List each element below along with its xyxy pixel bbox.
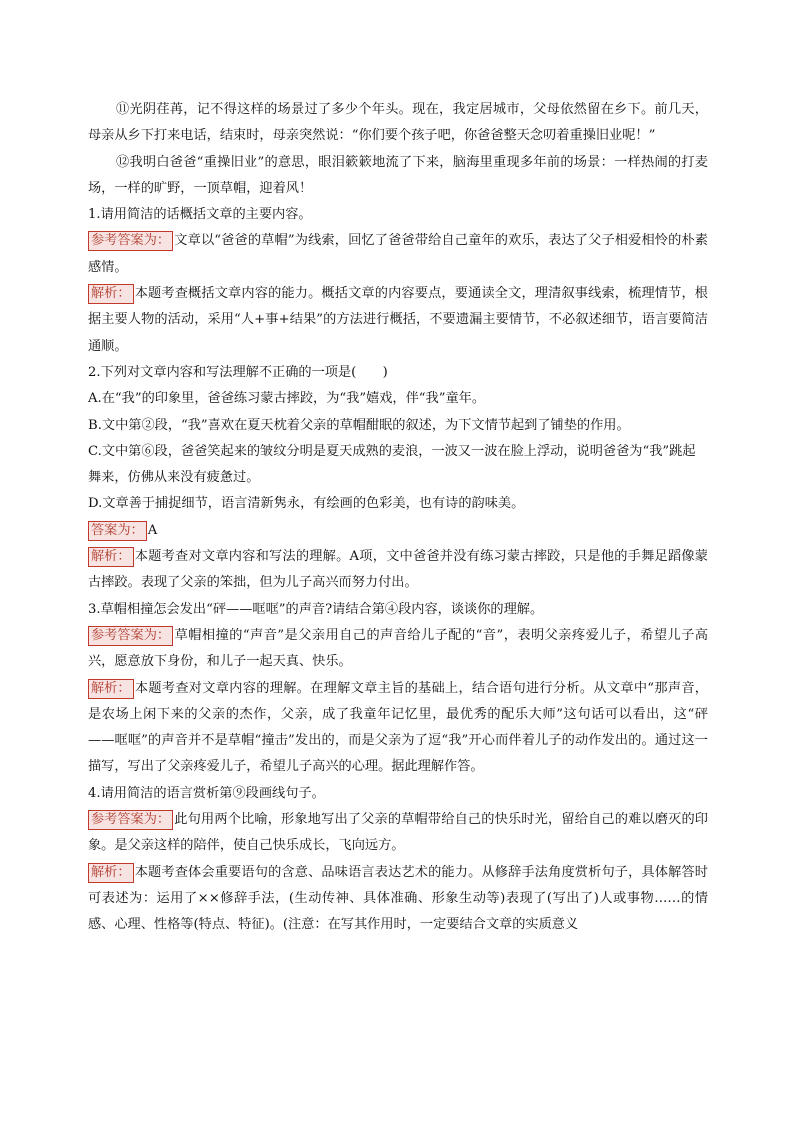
question-3: 3.草帽相撞怎会发出“砰——哐哐”的声音?请结合第④段内容，谈谈你的理解。 [88,601,544,617]
analysis-label: 解析： [88,679,134,699]
question-2: 2.下列对文章内容和写法理解不正确的一项是( ) [88,364,388,380]
answer-label: 答案为： [88,521,147,541]
q4-analysis [88,860,708,939]
q1-analysis-text: 本题考查概括文章内容的能力。概括文章的内容要点，要通读全文，理清叙事线索，梳理情节，根据主要人物的活动，采用“人+事+结果”的方法进行概括，不要遗漏主要情节，不必叙述细节，语言要简洁通顺。 [88,286,708,354]
question-4: 4.请用简洁的语言赏析第⑨段画线句子。 [88,785,325,801]
q2-analysis-text: 本题考查对文章内容和写法的理解。A项，文中爸爸并没有练习蒙古摔跤，只是他的手舞足蹈像蒙古摔跤。表现了父亲的笨拙，但为儿子高兴而努力付出。 [88,549,708,591]
q2-answer-text: A [147,522,158,538]
paragraph-11: ⑪光阴荏苒，记不得这样的场景过了多少个年头。现在，我定居城市，父母依然留在乡下。前几天，母亲从乡下打来电话，结束时，母亲突然说：“你们要个孩子吧，你爸爸整天念叨着重操旧业呢！” [88,102,708,144]
reference-answer-label: 参考答案为： [88,810,173,830]
q2-option-a: A.在“我”的印象里，爸爸练习蒙古摔跤，为“我”嬉戏，伴“我”童年。 [88,391,486,407]
q3-analysis [88,676,708,781]
q3-analysis-text: 本题考查对文章内容的理解。在理解文章主旨的基础上，结合语句进行分析。从文章中“那声音，是农场上闲下来的父亲的杰作，父亲，成了我童年记忆里，最优秀的配乐大师”这句话可以看出，这“砰——哐哐”的声音并不是草帽“撞击”发出的，而是父亲为了逗“我”开心而伴着儿子的动作发出的。通过这一描写，写出了父亲疼爱儿子，希望儿子高兴的心理。据此理解作答。 [88,680,708,775]
q2-analysis [88,544,708,597]
q2-option-b: B.文中第②段，“我”喜欢在夏天枕着父亲的草帽酣眠的叙述，为下文情节起到了铺垫的作用。 [88,417,630,433]
analysis-label: 解析： [88,547,134,567]
q1-reference-answer [88,228,708,281]
analysis-label: 解析： [88,284,134,304]
q2-answer [88,518,708,544]
q1-analysis [88,281,708,360]
reference-answer-label: 参考答案为： [88,231,173,251]
q1-answer-text: 文章以“爸爸的草帽”为线索，回忆了爸爸带给自己童年的欢乐，表达了父子相爱相怜的朴素感情。 [88,233,708,275]
q2-option-d: D.文章善于捕捉细节，语言清新隽永，有绘画的色彩美，也有诗的韵味美。 [88,496,525,512]
q3-reference-answer [88,623,708,676]
q3-answer-text: 草帽相撞的“声音”是父亲用自己的声音给儿子配的“音”，表明父亲疼爱儿子，希望儿子高兴，愿意放下身份，和儿子一起天真、快乐。 [88,627,708,670]
q4-answer-text: 此句用两个比喻，形象地写出了父亲的草帽带给自己的快乐时光，留给自己的难以磨灭的印象。是父亲这样的陪伴，使自己快乐成长，飞向远方。 [88,812,708,854]
question-1: 1.请用简洁的话概括文章的主要内容。 [88,207,312,223]
q2-option-c: C.文中第⑥段，爸爸笑起来的皱纹分明是夏天成熟的麦浪，一波又一波在脸上浮动，说明爸爸为“我”跳起舞来，仿佛从来没有疲惫过。 [88,443,696,486]
q4-reference-answer [88,807,708,860]
analysis-label: 解析： [88,863,134,883]
reference-answer-label: 参考答案为： [88,626,173,646]
paragraph-12: ⑫我明白爸爸“重操旧业”的意思，眼泪簌簌地流了下来，脑海里重现多年前的场景：一样热闹的打麦场，一样的旷野，一顶草帽，迎着风！ [88,154,708,196]
document-page [88,97,708,939]
q4-analysis-text: 本题考查体会重要语句的含意、品味语言表达艺术的能力。从修辞手法角度赏析句子，具体解答时可表述为：运用了××修辞手法，(生动传神、具体准确、形象生动等)表现了(写出了)人或事物……的情感、心理、性格等(特点、特征)。(注意：在写其作用时，一定要结合文章的实质意义 [88,864,708,933]
